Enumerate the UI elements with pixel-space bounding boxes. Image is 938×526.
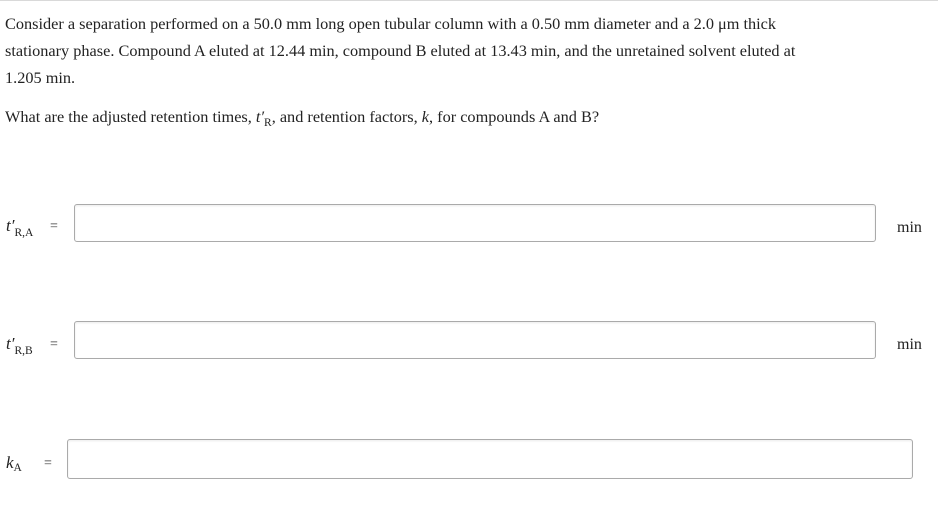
question-symbol-k: k: [421, 107, 430, 126]
answer-input-tra[interactable]: [74, 204, 876, 242]
equals-sign: =: [44, 456, 52, 471]
unit-label-trb: min: [897, 336, 922, 353]
answer-label-tra: $t'_{R,A}$: [6, 216, 34, 239]
question-text: [5, 103, 930, 137]
problem-line-2: stationary phase. Compound A eluted at 12.44 min, compound B eluted at 13.43 min, and the unretained solvent eluted at: [5, 41, 796, 60]
equals-sign: =: [50, 219, 58, 234]
answer-label-trb: $t'_{R,B}$: [6, 334, 33, 357]
question-prefix: What are the adjusted retention times,: [5, 107, 256, 126]
question-middle: , and retention factors,: [271, 107, 422, 126]
question-suffix: , for compounds A and B?: [429, 107, 600, 126]
answer-input-trb[interactable]: [74, 321, 876, 359]
top-divider: [0, 0, 938, 1]
question-symbol-sub: R: [264, 117, 272, 129]
problem-line-1: Consider a separation performed on a 50.0 mm long open tubular column with a 0.50 mm diameter and a 2.0 μm thick: [5, 14, 777, 33]
unit-label-tra: min: [897, 219, 922, 236]
answer-label-ka: kA: [6, 453, 22, 474]
problem-statement: [5, 10, 930, 91]
problem-line-3: 1.205 min.: [5, 68, 76, 87]
answer-input-ka[interactable]: [67, 439, 913, 479]
equals-sign: =: [50, 337, 58, 352]
question-symbol-t: t′: [255, 107, 265, 126]
